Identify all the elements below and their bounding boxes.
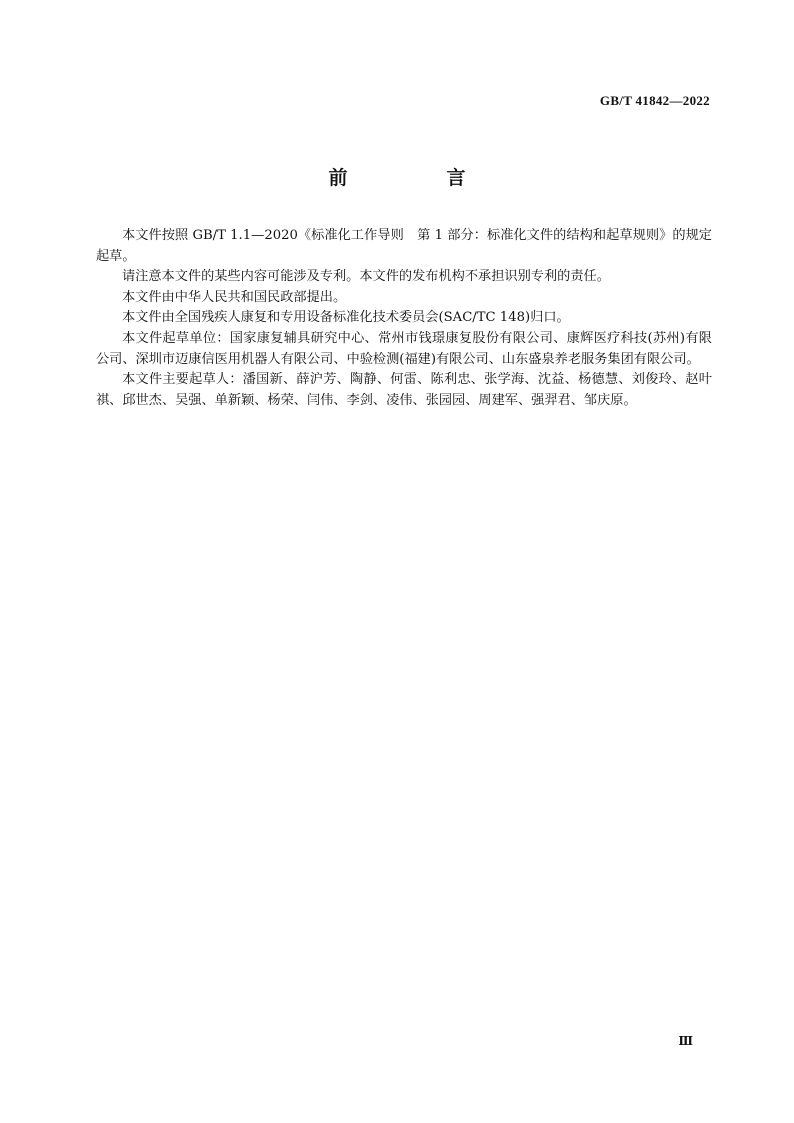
paragraph-patent-notice: 请注意本文件的某些内容可能涉及专利。本文件的发布机构不承担识别专利的责任。 xyxy=(122,269,610,285)
paragraph-drafting-rules: 本文件按照 GB/T 1.1—2020《标准化工作导则 第 1 部分：标准化文件的结构和起草规则》的规定起草。 xyxy=(96,228,712,264)
paragraph-drafters: 本文件主要起草人：潘国新、薛沪芳、陶静、何雷、陈利忠、张学海、沈益、杨德慧、刘俊玲、赵叶祺、邱世杰、吴强、单新颖、杨荣、闫伟、李剑、凌伟、张园园、周建军、强羿君、邹庆原。 xyxy=(96,372,712,408)
paragraph-proposer: 本文件由中华人民共和国民政部提出。 xyxy=(122,289,347,305)
paragraph-committee: 本文件由全国残疾人康复和专用设备标准化技术委员会(SAC/TC 148)归口。 xyxy=(122,310,570,326)
foreword-body xyxy=(96,226,712,411)
page-number: Ⅲ xyxy=(678,1034,693,1048)
section-title-foreword: 前 言 xyxy=(328,167,506,189)
standard-code: GB/T 41842—2022 xyxy=(599,93,710,108)
paragraph-drafting-units: 本文件起草单位：国家康复辅具研究中心、常州市钱璟康复股份有限公司、康辉医疗科技(苏州)有限公司、深圳市迈康信医用机器人有限公司、中验检测(福建)有限公司、山东盛泉养老服务集团有限公司。 xyxy=(96,330,712,367)
